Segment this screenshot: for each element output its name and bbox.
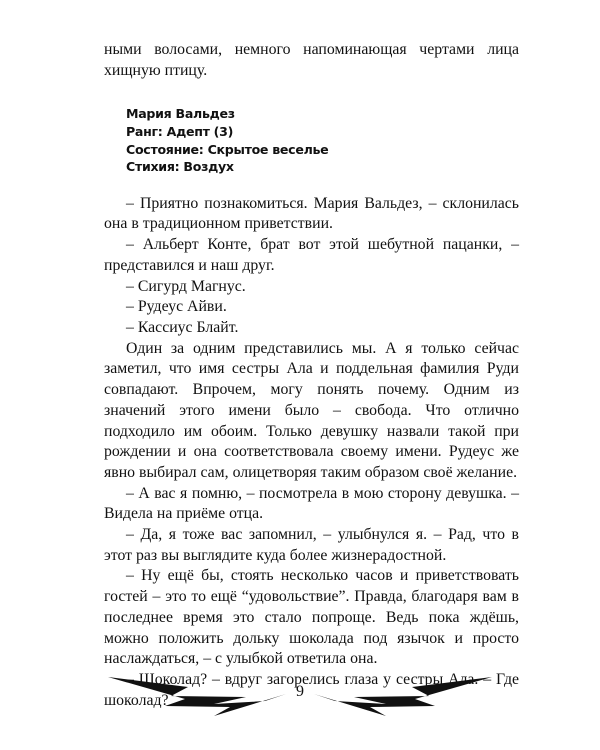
page-number: 9 <box>296 683 304 700</box>
character-stats-block <box>126 105 519 175</box>
paragraph: – Рудеус Айви. <box>126 298 227 316</box>
stat-rank: Ранг: Адепт (3) <box>126 124 234 139</box>
paragraph: – Ну ещё бы, стоять несколько часов и приветствовать гостей – это то ещё “удовольствие”. Правда, благодаря вам в последнее время это стало попроще. Ведь пока ждёшь, можно положить дольку шоколада под язычок и просто наслаждаться, – с улыбкой ответила она. <box>104 567 519 668</box>
paragraph: Один за одним представились мы. А я только сейчас заметил, что имя сестры Ала и поддельная фамилия Руди совпадают. Впрочем, могу понять почему. Одним из значений этого имени было – свобода. Что отлично подходило им обоим. Только девушку назвали такой при рождении и она соответствовала своему имени. Рудеус же явно выбирал сам, олицетворяя таким образом своё желание. <box>104 339 519 481</box>
paragraph: ными волосами, немного напоминающая чертами лица хищную птицу. <box>104 41 519 79</box>
stat-element: Стихия: Воздух <box>126 159 234 175</box>
paragraph: – Сигурд Магнус. <box>126 277 246 295</box>
page-footer <box>0 650 600 740</box>
stat-state: Состояние: Скрытое веселье <box>126 141 329 157</box>
paragraph: – Приятно познакомиться. Мария Вальдез, – склонилась она в традиционном приветствии. <box>104 194 519 233</box>
paragraph: – Альберт Конте, брат вот этой шебутной пацанки, – представился и наш друг. <box>104 236 519 274</box>
stat-name: Мария Вальдез <box>126 106 235 122</box>
paragraph: – Кассиус Блайт. <box>126 319 239 336</box>
paragraph: – Да, я тоже вас запомнил, – улыбнулся я. – Рад, что в этот раз вы выглядите куда более жизнерадостной. <box>104 526 519 564</box>
paragraph: – А вас я помню, – посмотрела в мою сторону девушка. – Видела на приёме отца. <box>104 484 519 523</box>
page-text <box>104 40 519 711</box>
paragraph: – Шоколад? – вдруг загорелись глаза у сестры Ала. – Где шоколад? <box>104 670 519 709</box>
